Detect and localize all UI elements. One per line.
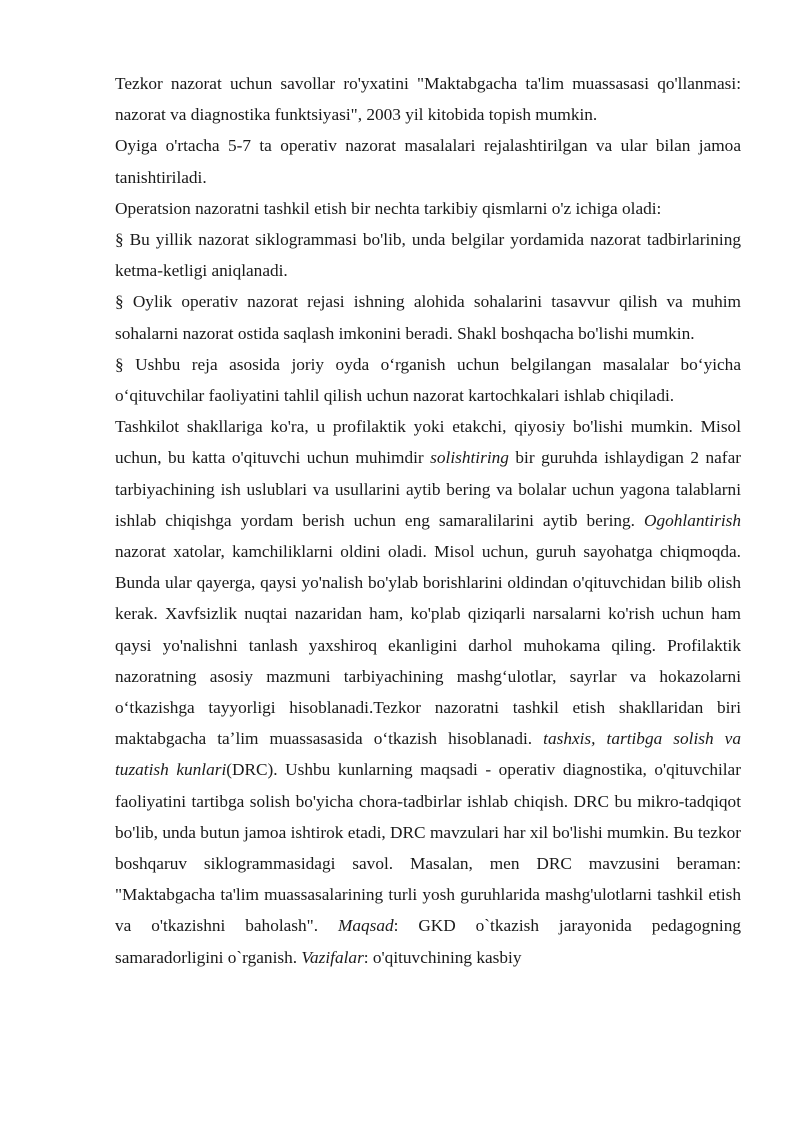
document-page [115, 68, 741, 973]
list-item-annual-cyclogram: § Bu yillik nazorat siklogrammasi bo'lib, unda belgilar yordamida nazorat tadbirlarining ketma-ketligi aniqlanadi. [115, 230, 741, 281]
paragraph-monthly-tasks: Oyiga o'rtacha 5-7 ta operativ nazorat masalalari rejalashtirilgan va ular bilan jamoa tanishtiriladi. [115, 136, 741, 187]
emphasis-warning: Ogohlantirish [644, 510, 741, 530]
paragraph-components-intro: Operatsion nazoratni tashkil etish bir nechta tarkibiy qismlarni o'z ichiga oladi: [115, 198, 662, 218]
list-item-monthly-plan: § Oylik operativ nazorat rejasi ishning alohida sohalarini tasavvur qilish va muhim sohalarni nazorat ostida saqlash imkonini beradi. Shakl boshqacha bo'lishi mumkin. [115, 292, 741, 343]
text-run: : GKD o`tkazish jarayonida pedagogning samaradorligini o`rganish. [115, 916, 741, 967]
list-item-control-cards: § Ushbu reja asosida joriy oyda oʻrganish uchun belgilangan masalalar boʻyicha oʻqituvchilar faoliyatini tahlil qilish uchun nazorat kartochkalari ishlab chiqiladi. [115, 354, 741, 406]
text-run: Tashkilot shakllariga ko'ra, u profilaktik yoki etakchi, qiyosiy bo'lishi mumkin. Misol uchun, bu katta o'qituvchi uchun muhimdir [115, 417, 741, 468]
text-run: nazorat xatolar, kamchiliklarni oldini oladi. Misol uchun, guruh sayohatga chiqmoqda. Bunda ular qayerga, qaysi yo'nalish bo'ylab borishlarini oldindan o'qituvchidan bilib olish kerak. Xavfsizlik nuqtai nazaridan ham, ko'plab qiziqarli narsalarni ko'rish uchun ham qaysi yo'nalishni tanlash yaxshiroq ekanligini darhol muhokama qiling. Profilaktik nazoratning asosiy mazmuni tarbiyachining mashgʻulotlar, sayrlar va hokazolarni oʻtkazishga tayyorligi hisoblanadi.Tezkor nazoratni tashkil etish shakllaridan biri maktabgacha taʼlim muassasasida oʻtkazish hisoblanadi. [115, 542, 741, 749]
paragraph-control-forms [115, 411, 741, 973]
emphasis-tasks: Vazifalar [301, 947, 364, 967]
text-run: bir guruhda ishlaydigan 2 nafar tarbiyachining ish uslublari va usullarini aytib bering va bolalar uchun yagona talablarni ishlab chiqishga yordam berish uchun eng samaralilarini aytib bering. [115, 448, 741, 530]
paragraph-checklist-source: Tezkor nazorat uchun savollar ro'yxatini "Maktabgacha ta'lim muassasasi qo'llanmasi: nazorat va diagnostika funktsiyasi", 2003 yil kitobida topish mumkin. [115, 74, 741, 125]
text-run: : o'qituvchining kasbiy [363, 947, 522, 967]
emphasis-drc-days: tashxis, tartibga solish va tuzatish kunlari [115, 729, 741, 780]
emphasis-compare: solishtiring [430, 448, 509, 468]
emphasis-goal: Maqsad [337, 916, 394, 936]
text-run: (DRC). Ushbu kunlarning maqsadi - operativ diagnostika, o'qituvchilar faoliyatini tartibga solish bo'yicha chora-tadbirlar ishlab chiqish. DRC bu mikro-tadqiqot bo'lib, unda butun jamoa ishtirok etadi, DRC mavzulari har xil bo'lishi mumkin. Bu tezkor boshqaruv siklogrammasidagi savol. Masalan, men DRC mavzusini beraman: "Maktabgacha ta'lim muassasalarining turli yosh guruhlarida mashg'ulotlarni tashkil etish va o'tkazishni baholash". [115, 760, 741, 936]
